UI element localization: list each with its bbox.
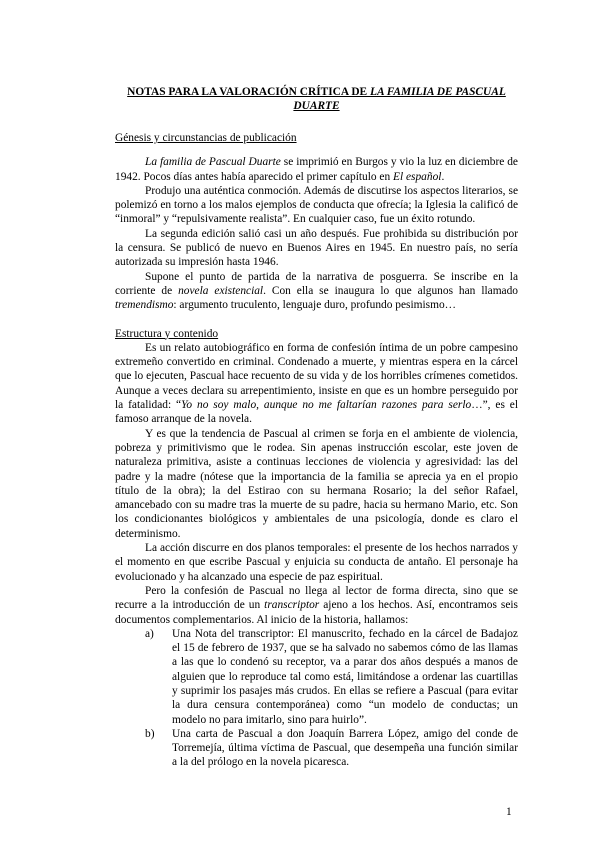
paragraph: La segunda edición salió casi un año después. Fue prohibida su distribución por la censura. Se publicó de nuevo en Buenos Aires en 1945. En nuestro país, no sería autorizada su impresión hasta 1946. xyxy=(115,227,518,269)
paragraph-text: . xyxy=(441,170,445,183)
quote-italic: Yo no soy malo, aunque no me faltarían razones para serlo xyxy=(181,399,472,412)
paragraph-text: ajeno a los hechos. Así, encontramos seis documentos complementarios. Al inicio de la historia, hallamos: xyxy=(115,599,518,626)
book-title-italic: La familia de Pascual Duarte xyxy=(145,156,281,169)
list-item xyxy=(115,627,518,727)
emphasis-term: transcriptor xyxy=(264,599,320,612)
paragraph-text: . Con ella se inaugura lo que algunos han llamado xyxy=(263,284,519,297)
paragraph: Produjo una auténtica conmoción. Además de discutirse los aspectos literarios, se polemizó en torno a los malos ejemplos de conducta que ofrecía; la Iglesia la calificó de “inmoral” y “repulsivamente realista”. En cualquier caso, fue un éxito rotundo. xyxy=(115,184,518,226)
paragraph: Y es que la tendencia de Pascual al crimen se forja en el ambiente de violencia, pobreza y primitivismo que le rodea. Sin apenas instrucción escolar, este joven de naturaleza primitiva, asiste a continuas lecciones de violencia y agresividad: las del padre y la madre (nótese que la importancia de la familia se aprecia ya en el propio título de la obra); la del Estirao con su hermana Rosario; la del señor Rafael, amancebado con su madre tras la muerte de su padre, hacia su hermano Mario, etc. Son los condicionantes biológicos y ambientales de una psicología, donde es claro el determinismo. xyxy=(115,427,518,540)
paragraph-text: Pero la confesión de Pascual no llega al lector de forma directa, sino que se recurre a la introducción de un xyxy=(115,584,518,612)
paragraph-text: …”, es el famoso arranque de la novela. xyxy=(115,399,519,426)
paragraph xyxy=(115,270,518,313)
paragraph xyxy=(115,584,518,627)
page-number: 1 xyxy=(506,806,512,818)
paragraph-text: Es un relato autobiográfico en forma de confesión íntima de un pobre campesino extremeño convertido en criminal. Condenado a muerte, y mientras espera en la cárcel que lo ejecuten, Pascual hace recuento de su vida y de los horribles crímenes cometidos. Aunque a veces declara su arrepentimiento, insiste en que es un hombre perseguido por la fatalidad: “ xyxy=(115,341,518,412)
title-book-name: LA FAMILIA DE PASCUAL DUARTE xyxy=(293,86,506,112)
list-marker: a) xyxy=(145,627,154,640)
section-heading-estructura: Estructura y contenido xyxy=(115,327,219,340)
paragraph: La acción discurre en dos planos temporales: el presente de los hechos narrados y el momento en que escribe Pascual y enjuicia su conducta de antaño. El personaje ha evolucionado y ha alcanzado una especie de paz espiritual. xyxy=(115,542,518,583)
emphasis-term: tremendismo xyxy=(115,299,174,312)
document-list xyxy=(115,627,518,770)
list-marker: b) xyxy=(145,727,155,740)
list-item xyxy=(115,727,518,770)
paragraph-text: se imprimió en Burgos y vio la luz en diciembre de 1942. Pocos días antes había aparecido el primer capítulo en xyxy=(115,156,518,183)
paragraph-text: Supone el punto de partida de la narrativa de posguerra. Se inscribe en la corriente de xyxy=(115,270,518,297)
emphasis-term: novela existencial xyxy=(178,284,264,297)
newspaper-name: El español xyxy=(393,170,442,183)
title-prefix: NOTAS PARA LA VALORACIÓN CRÍTICA DE xyxy=(127,86,371,98)
list-item-text: Una carta de Pascual a don Joaquín Barrera López, amigo del conde de Torremejía, última víctima de Pascual, que desempeña una función similar a la del prólogo en la novela picaresca. xyxy=(172,727,518,769)
paragraph xyxy=(115,155,518,184)
list-item-text: Una Nota del transcriptor: El manuscrito, fechado en la cárcel de Badajoz el 15 de febrero de 1937, que se ha salvado no sabemos cómo de las llamas a las que lo condenó su receptor, va a parar dos años después a manos de alguien que lo reproduce tal como está, limitándose a ordenar las cuartillas y suprimir los pasajes más crudos. En ellas se refiere a Pascual (para evitar la dura censura contemporánea) como “un modelo de conductas; un modelo no para imitarlo, sino para huirlo”. xyxy=(172,627,518,726)
paragraph xyxy=(115,341,518,427)
document-title xyxy=(115,85,518,113)
section-heading-genesis: Génesis y circunstancias de publicación xyxy=(115,132,297,144)
document-body xyxy=(115,85,518,770)
paragraph-text: : argumento truculento, lenguaje duro, profundo pesimismo… xyxy=(173,299,457,312)
